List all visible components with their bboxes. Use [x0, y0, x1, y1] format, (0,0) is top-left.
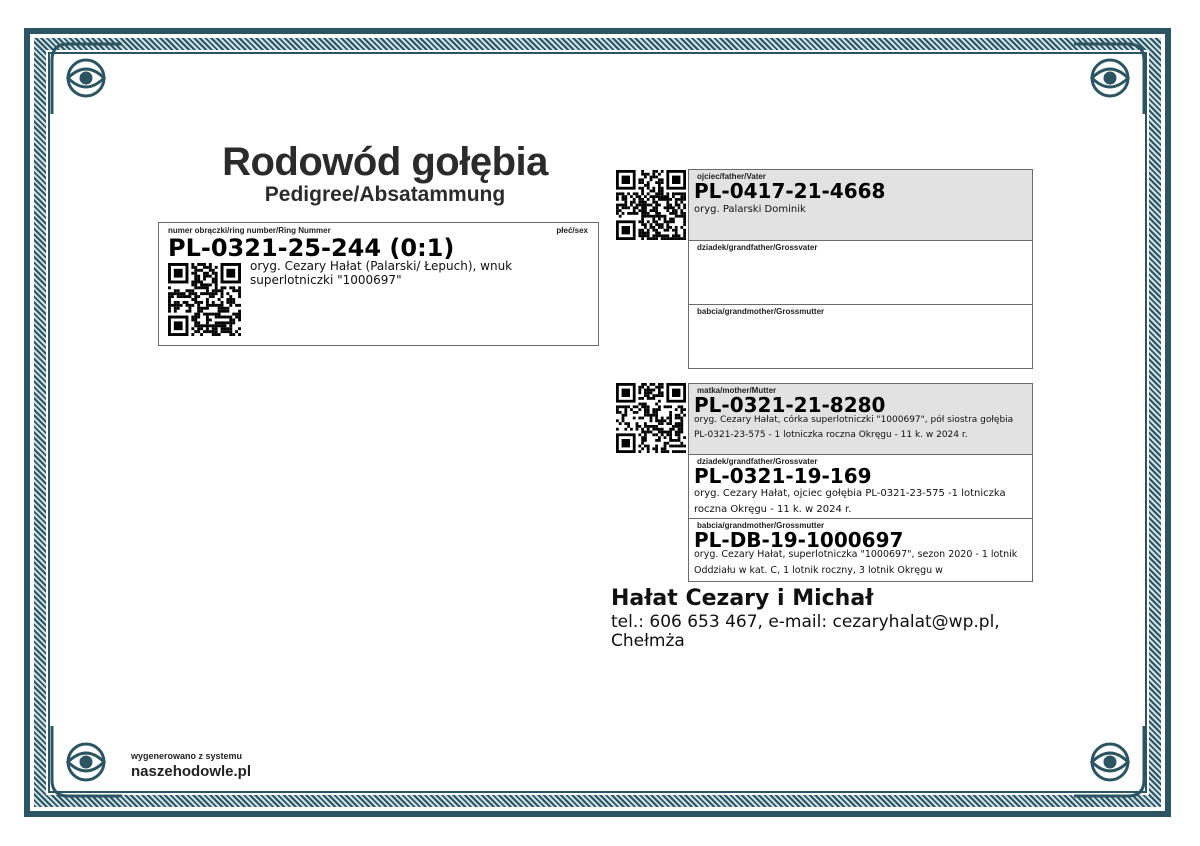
frame-corner-ornament-icon: [48, 40, 126, 118]
pigeon-description: oryg. Cezary Hałat (Palarski/ Łepuch), wnuk superlotniczki "1000697": [250, 259, 513, 287]
frame-corner-ornament-icon: [1070, 40, 1148, 118]
paternal-grandmother-box: [688, 304, 1033, 369]
pigeon-ring-number: PL-0321-25-244 (0:1): [168, 234, 455, 262]
owner-name: Hałat Cezary i Michał: [611, 586, 874, 611]
ring-number-label: numer obrączki/ring number/Ring Nummer: [168, 226, 331, 235]
frame-corner-ornament-icon: [48, 722, 126, 800]
maternal-grandmother-label: babcia/grandmother/Grossmutter: [697, 521, 825, 530]
father-description: oryg. Palarski Dominik: [694, 204, 806, 215]
father-ring-number: PL-0417-21-4668: [694, 179, 886, 203]
qr-code-icon: [616, 170, 686, 240]
paternal-grandfather-box: [688, 240, 1033, 305]
maternal-grandfather-description: oryg. Cezary Hałat, ojciec gołębia PL-0321-23-575 -1 lotniczka roczna Okręgu - 11 k. w 2024 r.: [694, 488, 1006, 515]
paternal-grandfather-label: dziadek/grandfather/Grossvater: [697, 243, 818, 252]
maternal-grandfather-ring-number: PL-0321-19-169: [694, 464, 872, 488]
sex-label: płeć/sex: [556, 226, 588, 235]
maternal-grandfather-label: dziadek/grandfather/Grossvater: [697, 457, 818, 466]
mother-box: [688, 383, 1033, 455]
maternal-grandmother-box: [688, 518, 1033, 582]
pigeon-box: [158, 222, 599, 346]
document-title: Rodowód gołębia: [222, 140, 548, 184]
generated-label: wygenerowano z systemu: [131, 751, 243, 761]
mother-ring-number: PL-0321-21-8280: [694, 393, 886, 417]
frame-corner-ornament-icon: [1070, 722, 1148, 800]
maternal-grandmother-ring-number: PL-DB-19-1000697: [694, 528, 904, 552]
generated-site-link[interactable]: naszehodowle.pl: [131, 763, 252, 780]
father-box: [688, 169, 1033, 241]
owner-contact: tel.: 606 653 467, e-mail: cezaryhalat@wp.pl, Chełmża: [611, 612, 1000, 651]
father-label: ojciec/father/Vater: [697, 172, 766, 181]
maternal-grandfather-box: [688, 454, 1033, 519]
qr-code-icon: [616, 383, 686, 453]
document-subtitle: Pedigree/Absatammung: [264, 183, 506, 206]
qr-code-icon: [168, 263, 241, 336]
paternal-grandmother-label: babcia/grandmother/Grossmutter: [697, 307, 825, 316]
mother-description: oryg. Cezary Hałat, córka superlotniczki "1000697", pół siostra gołębia PL-0321-23-575 - 1 lotniczka roczna Okręgu - 11 k. w 2024 r.: [694, 415, 1014, 440]
maternal-grandmother-description: oryg. Cezary Hałat, superlotniczka "1000697", sezon 2020 - 1 lotnik Oddziału w kat. C, 1 lotnik roczny, 3 lotnik Okręgu w: [694, 549, 1018, 576]
mother-label: matka/mother/Mutter: [697, 386, 777, 395]
